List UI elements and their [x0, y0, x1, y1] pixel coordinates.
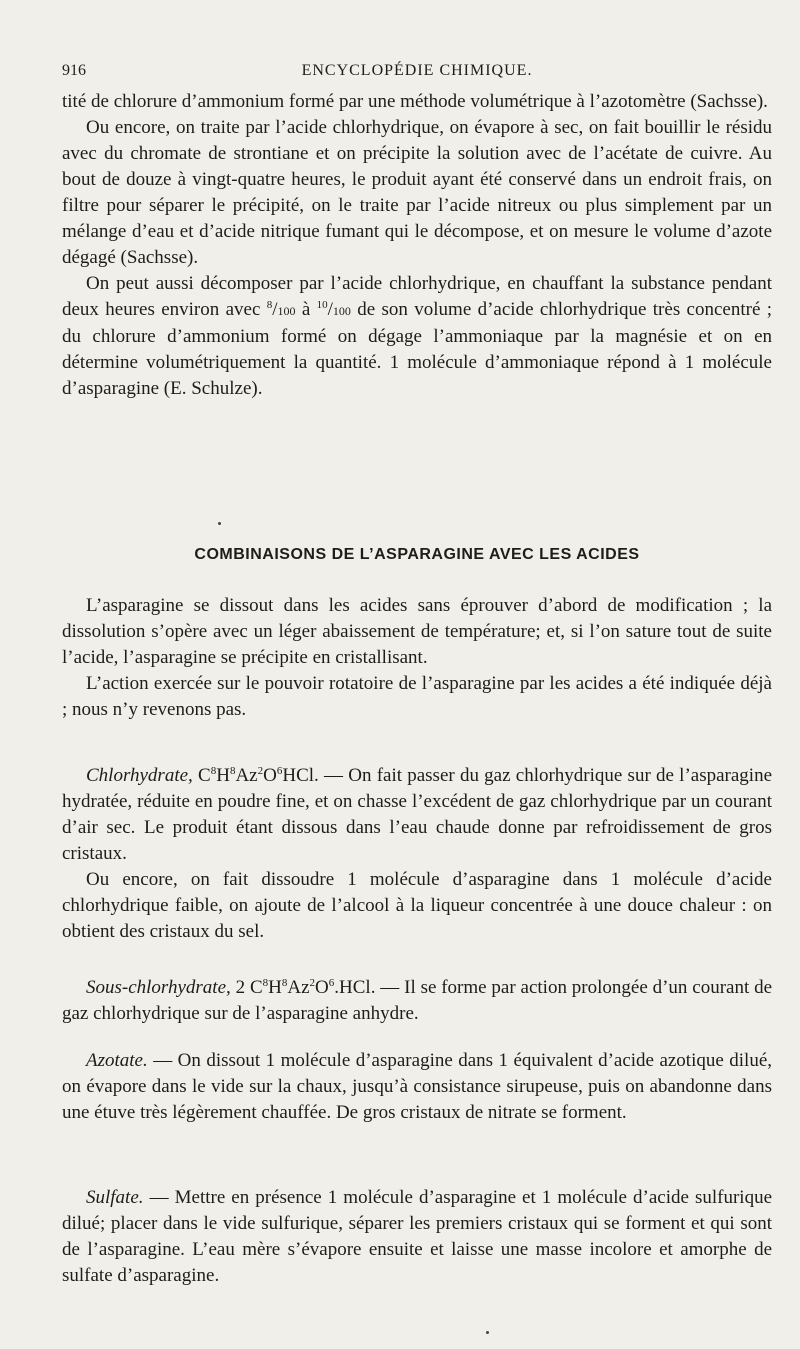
paragraph-sulfate: Sulfate. — Mettre en présence 1 molécule d’asparagine et 1 molécule d’acide sulfurique dilué; placer dans le vide sulfurique, séparer les premiers cristaux qui se forment et qui sont de l’asparagine. L’eau mère s’évapore ensuite et laisse une masse incolore et amorphe de sulfate d’asparagine.: [62, 1187, 772, 1286]
entry-sous-chlorhydrate: [62, 975, 772, 1027]
section-heading: COMBINAISONS DE L’ASPARAGINE AVEC LES ACIDES: [194, 546, 640, 563]
paragraph-dissolution: L’asparagine se dissout dans les acides sans éprouver d’abord de modification ; la dissolution s’opère avec un léger abaissement de température; et, si l’on sature tout de suite l’acide, l’asparagine se précipite en cristallisant.: [62, 595, 772, 668]
paragraph-chlorhydrate: Chlorhydrate, $C^8H^8Az^2O^6HCl$. — On fait passer du gaz chlorhydrique sur de l’asparagine hydratée, réduite en poudre fine, et on chasse l’excédent de gaz chlorhydrique par un courant d’air sec. Le produit étant dissous dans l’eau chaude donne par refroidissement de gros cristaux.: [62, 765, 773, 864]
paragraph-sous-chlorhydrate: Sous-chlorhydrate, 2 $C^8H^8Az^2O^6.HCl$. — Il se forme par action prolongée d’un courant de gaz chlorhydrique sur de l’asparagine anhydre.: [62, 977, 772, 1024]
page-number: 916: [62, 62, 86, 79]
page-header: [62, 62, 772, 86]
paragraph-hcl-decomposition: On peut aussi décomposer par l’acide chlorhydrique, en chauffant la substance pendant deux heures environ avec $^8$/100 à $^{10}$/100 de son volume d’acide chlorhydrique très concentré ; du chlorure d’ammonium formé on dégage l’ammoniaque par la magnésie et on en détermine volumétriquement la quantité. 1 molécule d’ammoniaque répond à 1 molécule d’asparagine (E. Schulze).: [62, 273, 773, 399]
entry-chlorhydrate: [62, 763, 772, 945]
paragraph-chlorhydrate-alt: Ou encore, on fait dissoudre 1 molécule d’asparagine dans 1 molécule d’acide chlorhydrique faible, on ajoute de l’alcool à la liqueur concentrée à une douce chaleur : on obtient des cristaux du sel.: [62, 869, 772, 942]
paragraph-chromate-method: Ou encore, on traite par l’acide chlorhydrique, on évapore à sec, on fait bouillir le résidu avec du chromate de strontiane et on précipite la solution avec de l’acétate de cuivre. Au bout de douze à vingt-quatre heures, le produit ayant été conservé dans un endroit frais, on filtre pour séparer le précipité, on le traite par l’acide nitreux ou plus simplement par un mélange d’eau et d’acide nitrique fumant qui le décompose, et on mesure le volume d’azote dégagé (Sachsse).: [62, 117, 772, 268]
entry-title: Azotate.: [86, 1050, 148, 1071]
entry-title: Sous-chlorhydrate,: [86, 977, 231, 998]
entry-title: Chlorhydrate,: [86, 765, 193, 786]
print-speck: [486, 1331, 489, 1334]
paragraph-azotate: Azotate. — On dissout 1 molécule d’asparagine dans 1 équivalent d’acide azotique dilué, on évapore dans le vide sur la chaux, jusqu’à consistance sirupeuse, puis on abandonne dans une étuve très légèrement chauffée. De gros cristaux de nitrate se forment.: [62, 1050, 773, 1123]
entry-sulfate: [62, 1185, 772, 1289]
running-title: ENCYCLOPÉDIE CHIMIQUE.: [301, 62, 533, 79]
print-speck: [218, 522, 221, 525]
section-combinations: [62, 593, 772, 723]
entry-title: Sulfate.: [86, 1187, 144, 1208]
entry-azotate: [62, 1048, 772, 1126]
chemical-formula: 2 $C^8H^8Az^2O^6.HCl$.: [235, 977, 376, 998]
chemical-formula: $C^8H^8Az^2O^6HCl$.: [198, 765, 319, 786]
paragraph-rotatory-power: L’action exercée sur le pouvoir rotatoire de l’asparagine par les acides a été indiquée déjà ; nous n’y revenons pas.: [62, 673, 772, 720]
paragraph-azotometre: tité de chlorure d’ammonium formé par une méthode volumétrique à l’azotomètre (Sachsse).: [62, 91, 768, 112]
section-analysis: [62, 89, 772, 402]
